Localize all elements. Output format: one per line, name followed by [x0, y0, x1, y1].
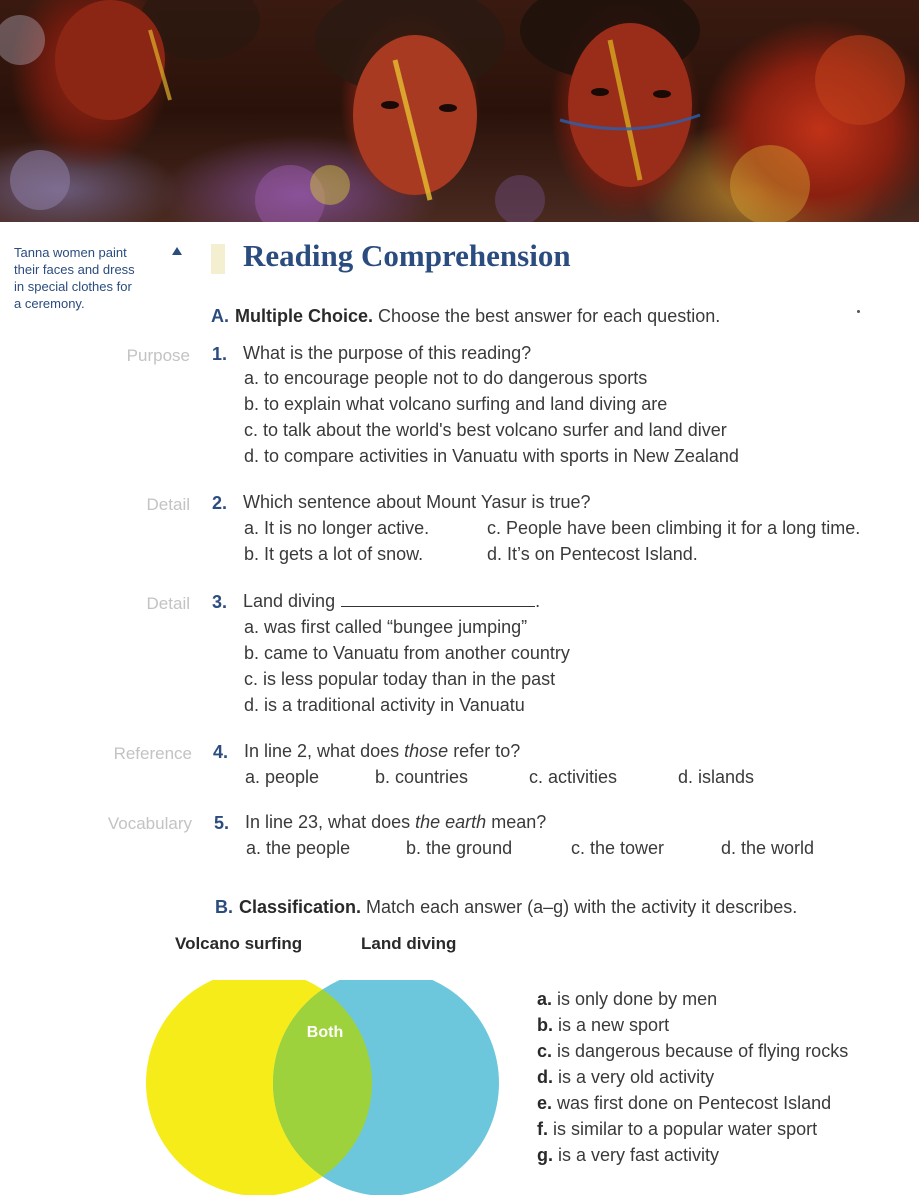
stray-dot	[857, 310, 860, 313]
skill-label: Detail	[146, 495, 190, 514]
answer-text: is a new sport	[558, 1015, 670, 1035]
answer-item[interactable]	[537, 1067, 714, 1088]
ceremony-photo	[0, 0, 919, 222]
blank-period: .	[535, 591, 541, 611]
part-a-heading: Multiple Choice.	[235, 306, 374, 326]
option[interactable]: b. to explain what volcano surfing and land diving are	[244, 394, 668, 414]
option[interactable]: b. It gets a lot of snow.	[244, 544, 424, 564]
option[interactable]: a. It is no longer active.	[244, 518, 430, 538]
question-text-post: mean?	[491, 812, 547, 832]
option[interactable]: a. was first called “bungee jumping”	[244, 617, 528, 637]
skill-label: Detail	[146, 594, 190, 613]
answer-item[interactable]	[537, 989, 717, 1010]
answer-text: is similar to a popular water sport	[553, 1119, 818, 1139]
question-text	[243, 591, 540, 612]
option[interactable]: c. is less popular today than in the past	[244, 669, 556, 689]
section-title: Reading Comprehension	[243, 238, 571, 273]
part-a-letter: A.	[211, 306, 229, 326]
part-b-heading: Classification.	[239, 897, 362, 917]
answer-letter: b.	[537, 1015, 553, 1035]
option[interactable]: d. islands	[678, 767, 755, 787]
part-b-letter: B.	[215, 897, 233, 917]
venn-left-label: Volcano surfing	[175, 934, 303, 953]
answer-item[interactable]	[537, 1093, 831, 1114]
answer-text: is a very old activity	[558, 1067, 715, 1087]
part-b-instructions	[215, 897, 797, 918]
photo-caption	[14, 244, 184, 312]
venn-diagram	[146, 980, 506, 1195]
part-a-instruction: Choose the best answer for each question.	[378, 306, 721, 326]
answer-item[interactable]	[537, 1119, 817, 1140]
caption-line: in special clothes for	[14, 279, 132, 294]
answer-item[interactable]	[537, 1145, 719, 1166]
question-text-stem: Land diving	[243, 591, 336, 611]
option[interactable]: b. countries	[375, 767, 469, 787]
question-number: 4.	[213, 742, 229, 762]
question-text: Which sentence about Mount Yasur is true?	[243, 492, 591, 512]
question-text	[245, 812, 546, 833]
question-text-pre: In line 23, what does	[245, 812, 411, 832]
part-b-instruction: Match each answer (a–g) with the activity it describes.	[366, 897, 798, 917]
caption-pointer-icon	[172, 247, 182, 255]
answer-text: was first done on Pentecost Island	[557, 1093, 832, 1113]
option[interactable]: d. It’s on Pentecost Island.	[487, 544, 698, 564]
answer-text: is a very fast activity	[558, 1145, 720, 1165]
title-marker	[211, 244, 225, 274]
caption-line: Tanna women paint	[14, 245, 127, 260]
answer-letter: f.	[537, 1119, 548, 1139]
answer-item[interactable]	[537, 1041, 848, 1062]
option[interactable]: c. the tower	[571, 838, 665, 858]
option[interactable]: a. to encourage people not to do dangerous sports	[244, 368, 648, 388]
question-number: 2.	[212, 493, 228, 513]
caption-line: a ceremony.	[14, 296, 85, 311]
part-a-instructions	[211, 306, 720, 327]
option[interactable]: b. came to Vanuatu from another country	[244, 643, 570, 663]
option[interactable]: d. to compare activities in Vanuatu with sports in New Zealand	[244, 446, 739, 466]
question-text-emphasis: those	[404, 741, 449, 761]
venn-center-label: Both	[306, 1024, 344, 1041]
photo-illustration	[0, 0, 919, 222]
skill-label: Vocabulary	[107, 814, 192, 833]
answer-letter: a.	[537, 989, 553, 1009]
question-text-post: refer to?	[453, 741, 521, 761]
option[interactable]: a. the people	[246, 838, 351, 858]
answer-text: is dangerous because of flying rocks	[557, 1041, 849, 1061]
question-number: 3.	[212, 592, 228, 612]
question-text-emphasis: the earth	[415, 812, 487, 832]
option[interactable]: c. to talk about the world's best volcano surfer and land diver	[244, 420, 727, 440]
answer-item[interactable]	[537, 1015, 669, 1036]
question-number: 5.	[214, 813, 230, 833]
venn-right-label: Land diving	[361, 934, 457, 953]
option[interactable]: d. the world	[721, 838, 815, 858]
skill-label: Reference	[113, 744, 192, 763]
question-text: What is the purpose of this reading?	[243, 343, 532, 363]
option[interactable]: d. is a traditional activity in Vanuatu	[244, 695, 525, 715]
answer-blank[interactable]	[341, 592, 535, 607]
answer-letter: g.	[537, 1145, 553, 1165]
option[interactable]: c. activities	[529, 767, 618, 787]
option[interactable]: a. people	[245, 767, 320, 787]
option[interactable]: b. the ground	[406, 838, 513, 858]
answer-letter: d.	[537, 1067, 553, 1087]
skill-label: Purpose	[126, 346, 190, 365]
answer-text: is only done by men	[557, 989, 718, 1009]
answer-letter: e.	[537, 1093, 553, 1113]
caption-line: their faces and dress	[14, 262, 135, 277]
question-number: 1.	[212, 344, 228, 364]
option[interactable]: c. People have been climbing it for a long time.	[487, 518, 861, 538]
question-text	[244, 741, 520, 762]
answer-letter: c.	[537, 1041, 553, 1061]
question-text-pre: In line 2, what does	[244, 741, 400, 761]
